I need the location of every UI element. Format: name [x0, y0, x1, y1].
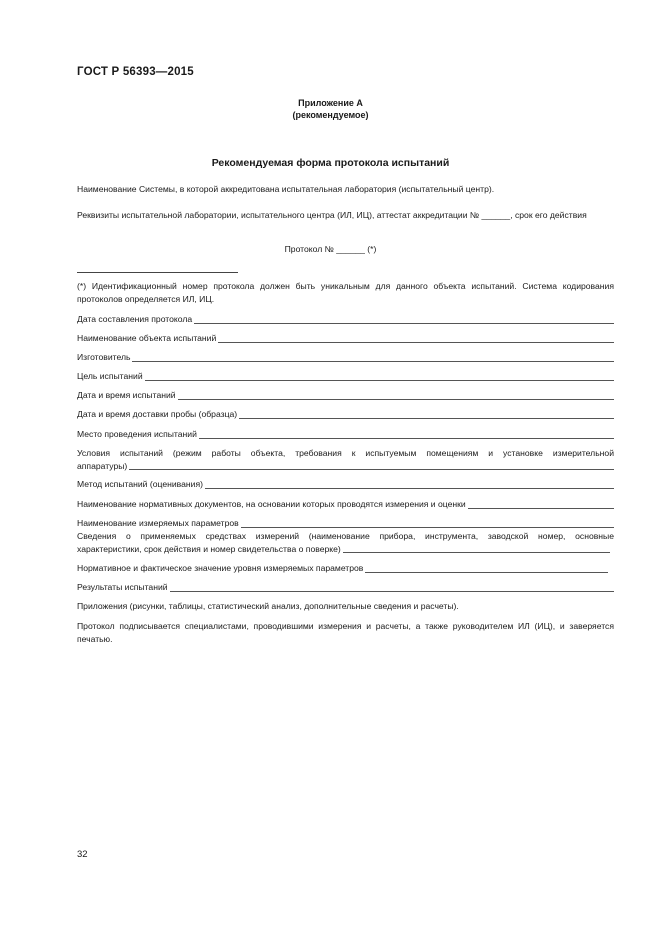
field-label: Дата и время испытаний	[77, 390, 176, 400]
field-label: аппаратуры)	[77, 460, 128, 471]
field-label: Место проведения испытаний	[77, 429, 197, 439]
footnote-rule	[77, 272, 238, 273]
field-place[interactable]	[77, 428, 614, 441]
fill-line[interactable]	[129, 460, 614, 470]
field-label: Сведения о применяемых средствах измерений (наименование прибора, инструмента, заводской номер, основные	[77, 531, 614, 541]
signature-paragraph: Протокол подписывается специалистами, проводившими измерения и расчеты, а также руководителем ИЛ (ИЦ), и заверяется печатью.	[77, 621, 614, 644]
fill-line[interactable]	[241, 518, 614, 528]
annex-title: Приложение А	[298, 98, 363, 108]
document-code: ГОСТ Р 56393—2015	[77, 66, 194, 78]
field-label: Дата составления протокола	[77, 314, 193, 324]
field-purpose[interactable]	[77, 370, 614, 383]
field-label: Цель испытаний	[77, 371, 143, 381]
fill-line[interactable]	[194, 314, 614, 324]
field-params[interactable]	[77, 517, 614, 530]
field-object-name[interactable]	[77, 332, 614, 345]
fill-line[interactable]	[170, 582, 614, 592]
field-date-compiled[interactable]	[77, 313, 614, 326]
field-delivery-datetime[interactable]	[77, 408, 614, 421]
fill-line[interactable]	[205, 479, 614, 489]
field-norm-docs[interactable]	[77, 498, 614, 511]
appendix-paragraph: Приложения (рисунки, таблицы, статистический анализ, дополнительные сведения и расчеты).	[77, 601, 459, 611]
field-results[interactable]	[77, 581, 614, 594]
annex-subtitle: (рекомендуемое)	[292, 110, 369, 120]
field-norm-actual[interactable]	[77, 562, 614, 575]
field-manufacturer[interactable]	[77, 351, 614, 364]
field-label: Наименование объекта испытаний	[77, 333, 217, 343]
page-number: 32	[77, 849, 88, 860]
field-label: Метод испытаний (оценивания)	[77, 479, 203, 489]
field-label: Наименование нормативных документов, на основании которых проводятся измерения и оценки	[77, 499, 466, 509]
lab-details-paragraph: Реквизиты испытательной лаборатории, испытательного центра (ИЛ, ИЦ), аттестат аккредитации № ______, срок его действия	[77, 210, 587, 220]
field-instruments[interactable]	[77, 530, 614, 555]
fill-line[interactable]	[199, 429, 614, 439]
fill-line[interactable]	[218, 333, 614, 343]
field-label: Нормативное и фактическое значение уровня измеряемых параметров	[77, 563, 364, 573]
field-test-datetime[interactable]	[77, 389, 614, 402]
fill-line[interactable]	[343, 543, 610, 553]
fill-line[interactable]	[145, 371, 614, 381]
field-label: Наименование измеряемых параметров	[77, 518, 239, 528]
field-label: характеристики, срок действия и номер свидетельства о поверке)	[77, 543, 341, 554]
main-title: Рекомендуемая форма протокола испытаний	[211, 157, 450, 169]
fill-line[interactable]	[132, 352, 614, 362]
fill-line[interactable]	[365, 563, 608, 573]
field-label: Условия испытаний (режим работы объекта, требования к испытуемым помещениям и установке измерительной	[77, 448, 614, 458]
system-name-paragraph: Наименование Системы, в которой аккредитована испытательная лаборатория (испытательный центр).	[77, 184, 495, 194]
field-method[interactable]	[77, 478, 614, 491]
footnote: (*) Идентификационный номер протокола должен быть уникальным для данного объекта испытаний. Система кодирования протоколов определяется ИЛ, ИЦ.	[77, 281, 614, 304]
field-label: Результаты испытаний	[77, 582, 168, 592]
field-conditions[interactable]	[77, 447, 614, 472]
protocol-number-line: Протокол № ______ (*)	[284, 244, 377, 254]
field-label: Дата и время доставки пробы (образца)	[77, 409, 238, 419]
fill-line[interactable]	[239, 409, 614, 419]
fill-line[interactable]	[178, 390, 614, 400]
fill-line[interactable]	[468, 499, 614, 509]
field-label: Изготовитель	[77, 352, 131, 362]
